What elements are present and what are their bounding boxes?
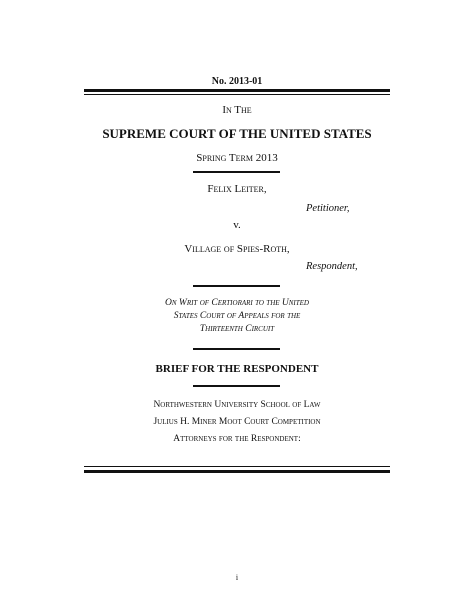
divider-brief (193, 385, 280, 387)
counsel-competition: Julius H. Miner Moot Court Competition (153, 417, 321, 427)
top-rule-thin (84, 94, 390, 95)
writ-line-3: Thirteenth Circuit (199, 324, 275, 334)
versus: v. (233, 219, 241, 231)
divider-writ (193, 348, 280, 350)
counsel-attorneys: Attorneys for the Respondent: (173, 434, 301, 444)
court-prefix: In The (222, 104, 252, 116)
brief-title: BRIEF FOR THE RESPONDENT (155, 363, 319, 375)
top-rule-thick (84, 89, 390, 92)
writ-line-1: On Writ of Certiorari to the United (165, 298, 309, 308)
term: Spring Term 2013 (196, 152, 278, 164)
petitioner-name: Felix Leiter, (207, 183, 267, 195)
divider-term (193, 171, 280, 173)
court-name: SUPREME COURT OF THE UNITED STATES (102, 126, 372, 141)
counsel-school: Northwestern University School of Law (153, 400, 321, 410)
respondent-name: Village of Spies-Roth, (184, 243, 290, 255)
petitioner-role: Petitioner, (306, 203, 350, 214)
page-number: i (235, 573, 239, 582)
bottom-rule-thin (84, 466, 390, 467)
respondent-role: Respondent, (306, 261, 358, 272)
divider-parties (193, 285, 280, 287)
bottom-rule-thick (84, 470, 390, 473)
writ-line-2: States Court of Appeals for the (173, 311, 301, 321)
docket-number: No. 2013-01 (211, 76, 263, 87)
